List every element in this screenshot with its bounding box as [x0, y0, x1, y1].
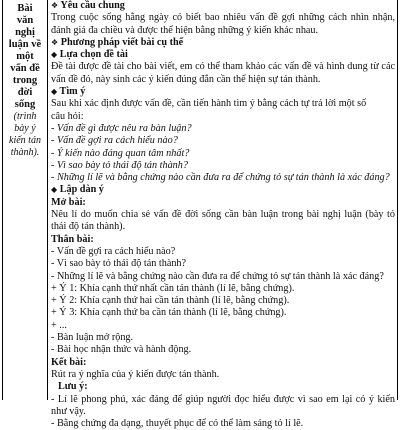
paragraph: Đề tài được đề tài cho bài viết, em có thể tham khảo các vấn đề và hình dung từ các vấn đề đó, này sinh các ý kiến đúng đắn cần thể hiện sự tán thành. — [51, 61, 395, 85]
part-label: Kết bài: — [51, 356, 87, 368]
outline-item: - Vấn đề gợi ra cách hiểu nào? — [51, 245, 176, 257]
outline-item: - Những lí lẽ và bằng chứng nào cần đưa ra để chứng tỏ sự tán thành là xác đáng? — [51, 270, 384, 282]
outline-item: + ... — [51, 319, 67, 331]
topic-column — [3, 0, 48, 400]
section-heading: ❖ Phương pháp viết bài cụ thể — [51, 36, 184, 48]
question-item: - Vấn đề gợi ra cách hiểu nào? — [51, 135, 178, 147]
paragraph: Rút ra ý nghĩa của ý kiến được tán thành. — [51, 368, 220, 380]
topic-note: (trình bày ý kiến tán thành). — [9, 111, 41, 158]
paragraph: câu hỏi: — [51, 110, 84, 122]
part-label: Mở bài: — [51, 196, 86, 208]
outline-item: - Bài học nhận thức và hành động. — [51, 344, 192, 356]
question-item: - Ý kiến nào đáng quan tâm nhất? — [51, 147, 190, 159]
paragraph: Nêu lí do muốn chia sẻ vấn đề đời sống cần bàn luận trong bài nghị luận (bày tỏ thái độ tán thành). — [51, 209, 395, 233]
outline-item: + Ý 1: Khía cạnh thứ nhất cần tán thành (lí lẽ, bằng chứng). — [51, 282, 295, 294]
content-column — [51, 0, 395, 430]
diamond-bullet-icon: ❖ — [51, 1, 59, 10]
diamond-bullet-icon: ◆ — [51, 185, 58, 195]
paragraph: Sau khi xác định được vấn đề, cần tiến hành tìm ý bằng cách tự trả lời một số — [51, 98, 367, 110]
subsection-heading: ◆ Lập dàn ý — [51, 184, 104, 196]
paragraph: Trong cuộc sống hằng ngày có biết bao nhiêu vấn đề gợi những cách nhìn nhận, đánh giá đa chiều và được thể hiện bằng những ý kiến khác nhau. — [51, 12, 395, 36]
diamond-bullet-icon: ◆ — [51, 50, 58, 60]
outline-item: + Ý 3: Khía cạnh thứ ba cần tán thành (lí lẽ, bằng chứng). — [51, 307, 287, 319]
outline-item: + Ý 2: Khía cạnh thứ hai cần tán thành (lí lẽ, bằng chứng). — [51, 295, 290, 307]
question-item: - Vấn đề gì được nêu ra bàn luận? — [51, 122, 192, 134]
outline-item: - Bàn luận mở rộng. — [51, 332, 134, 344]
subsection-heading: ◆ Tìm ý — [51, 86, 86, 98]
subsection-heading: ◆ Lựa chọn đề tài — [51, 49, 128, 61]
topic-title: Bài văn nghị luận về một vấn đề trong đời sống — [8, 3, 42, 110]
note-heading: Lưu ý: — [58, 381, 88, 393]
question-item: - Những lí lẽ và bằng chứng nào cần đưa ra để chứng tỏ sự tán thành là xác đáng? — [51, 172, 390, 184]
note-item: - Lí lẽ phong phú, xác đáng để giúp người đọc hiểu được vì sao em lại có ý kiến như vậy. — [51, 393, 395, 417]
part-label: Thân bài: — [51, 233, 94, 245]
diamond-bullet-icon: ❖ — [51, 37, 59, 47]
note-item: - Bằng chứng đa dạng, thuyết phục để có thể làm sáng tỏ lí lẽ. — [51, 418, 304, 430]
diamond-bullet-icon: ◆ — [51, 87, 58, 97]
outline-item: - Vì sao bày tỏ thái độ tán thành? — [51, 258, 187, 270]
section-heading: ❖ Yêu cầu chung — [51, 0, 125, 11]
question-item: - Vì sao bày tỏ thái độ tán thành? — [51, 159, 188, 171]
outline-table — [2, 0, 398, 430]
